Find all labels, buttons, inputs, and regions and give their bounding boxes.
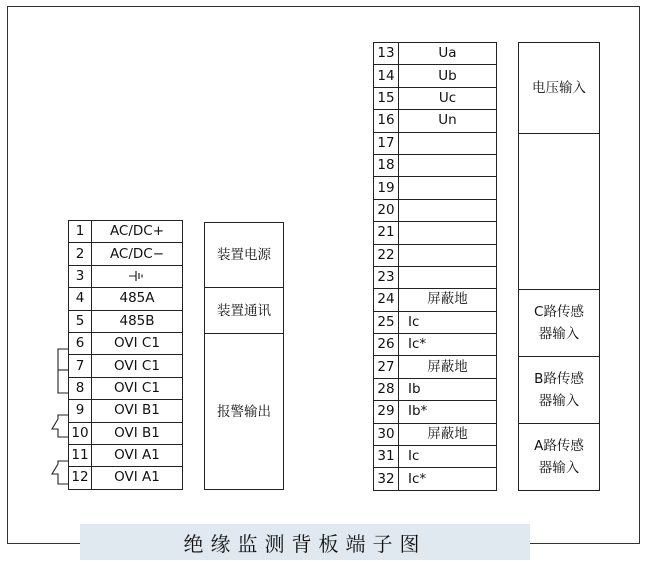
terminal-number: 1 xyxy=(69,221,92,243)
terminal-signal: Uc xyxy=(399,87,497,109)
terminal-number: 29 xyxy=(374,401,399,423)
terminal-signal: Ua xyxy=(399,43,497,65)
group-a-sensor xyxy=(518,423,600,491)
relay-contact-lines xyxy=(40,330,72,498)
terminal-number: 5 xyxy=(69,310,92,332)
group-a-sensor-label: A路传感器输入 xyxy=(534,438,584,476)
terminal-signal: Un xyxy=(399,110,497,132)
terminal-row xyxy=(374,43,497,65)
terminal-row xyxy=(374,199,497,221)
terminal-number: 27 xyxy=(374,356,399,378)
terminal-number: 31 xyxy=(374,446,399,468)
terminal-row xyxy=(374,311,497,333)
terminal-number: 14 xyxy=(374,65,399,87)
terminal-signal: OVI A1 xyxy=(92,467,183,489)
group-voltage: 电压输入 xyxy=(518,42,600,134)
terminal-signal xyxy=(399,177,497,199)
terminal-row xyxy=(374,401,497,423)
group-c-sensor-label: C路传感器输入 xyxy=(534,304,584,342)
terminal-row xyxy=(374,65,497,87)
terminal-number: 10 xyxy=(69,422,92,444)
terminal-signal: Ic* xyxy=(399,334,497,356)
terminal-number: 6 xyxy=(69,332,92,354)
terminal-row xyxy=(374,266,497,288)
terminal-signal: Ib xyxy=(399,378,497,400)
right-terminal-table xyxy=(373,42,497,491)
terminal-signal xyxy=(92,265,183,287)
terminal-signal xyxy=(399,222,497,244)
terminal-signal: OVI B1 xyxy=(92,422,183,444)
terminal-number: 28 xyxy=(374,378,399,400)
terminal-signal: 屏蔽地 xyxy=(399,356,497,378)
terminal-signal xyxy=(399,132,497,154)
terminal-signal: OVI C1 xyxy=(92,355,183,377)
terminal-row xyxy=(69,467,183,489)
terminal-signal: 485B xyxy=(92,310,183,332)
terminal-row xyxy=(374,468,497,490)
group-b-sensor-label: B路传感器输入 xyxy=(534,371,584,409)
terminal-number: 3 xyxy=(69,265,92,287)
terminal-number: 12 xyxy=(69,467,92,489)
terminal-number: 21 xyxy=(374,222,399,244)
terminal-row xyxy=(374,378,497,400)
terminal-row xyxy=(374,154,497,176)
terminal-signal: AC/DC− xyxy=(92,243,183,265)
terminal-number: 17 xyxy=(374,132,399,154)
terminal-signal: Ic xyxy=(399,311,497,333)
terminal-number: 13 xyxy=(374,43,399,65)
terminal-number: 26 xyxy=(374,334,399,356)
terminal-number: 18 xyxy=(374,154,399,176)
terminal-signal xyxy=(399,244,497,266)
terminal-number: 4 xyxy=(69,288,92,310)
terminal-number: 9 xyxy=(69,400,92,422)
terminal-number: 19 xyxy=(374,177,399,199)
terminal-row xyxy=(69,243,183,265)
terminal-row xyxy=(69,288,183,310)
diagram-title: 绝缘监测背板端子图 xyxy=(80,524,530,560)
group-comm: 装置通讯 xyxy=(204,287,284,334)
terminal-row xyxy=(69,221,183,243)
terminal-row xyxy=(374,244,497,266)
terminal-number: 15 xyxy=(374,87,399,109)
terminal-row xyxy=(69,422,183,444)
terminal-signal: 485A xyxy=(92,288,183,310)
terminal-row xyxy=(374,87,497,109)
group-alarm: 报警输出 xyxy=(204,333,284,490)
terminal-row xyxy=(374,334,497,356)
terminal-signal: 屏蔽地 xyxy=(399,289,497,311)
terminal-row xyxy=(374,222,497,244)
terminal-row xyxy=(69,355,183,377)
terminal-number: 20 xyxy=(374,199,399,221)
terminal-row xyxy=(69,265,183,287)
terminal-row xyxy=(374,289,497,311)
group-c-sensor xyxy=(518,289,600,357)
terminal-row xyxy=(374,177,497,199)
ground-icon xyxy=(128,269,146,283)
terminal-number: 30 xyxy=(374,423,399,445)
terminal-signal: OVI C1 xyxy=(92,377,183,399)
terminal-number: 16 xyxy=(374,110,399,132)
left-terminal-table xyxy=(68,220,183,490)
terminal-signal xyxy=(399,266,497,288)
terminal-row xyxy=(374,423,497,445)
terminal-row xyxy=(374,356,497,378)
terminal-row xyxy=(69,444,183,466)
terminal-number: 32 xyxy=(374,468,399,490)
terminal-signal: Ic* xyxy=(399,468,497,490)
terminal-signal: OVI B1 xyxy=(92,400,183,422)
terminal-signal: Ic xyxy=(399,446,497,468)
group-b-sensor xyxy=(518,356,600,424)
contact-a1-line xyxy=(52,461,68,484)
terminal-signal: Ib* xyxy=(399,401,497,423)
terminal-number: 7 xyxy=(69,355,92,377)
group-blank xyxy=(518,133,600,290)
terminal-number: 22 xyxy=(374,244,399,266)
terminal-row xyxy=(69,400,183,422)
terminal-number: 24 xyxy=(374,289,399,311)
terminal-row xyxy=(69,310,183,332)
terminal-row xyxy=(69,332,183,354)
terminal-row xyxy=(69,377,183,399)
terminal-signal xyxy=(399,154,497,176)
terminal-number: 8 xyxy=(69,377,92,399)
terminal-number: 23 xyxy=(374,266,399,288)
terminal-signal: Ub xyxy=(399,65,497,87)
terminal-signal: 屏蔽地 xyxy=(399,423,497,445)
group-power: 装置电源 xyxy=(204,222,284,288)
terminal-row xyxy=(374,110,497,132)
terminal-signal: OVI C1 xyxy=(92,332,183,354)
terminal-signal: OVI A1 xyxy=(92,444,183,466)
terminal-signal xyxy=(399,199,497,221)
terminal-number: 2 xyxy=(69,243,92,265)
terminal-row xyxy=(374,132,497,154)
terminal-row xyxy=(374,446,497,468)
terminal-signal: AC/DC+ xyxy=(92,221,183,243)
terminal-number: 25 xyxy=(374,311,399,333)
contact-b1-line xyxy=(52,415,68,437)
contact-c1-line xyxy=(58,349,68,393)
terminal-number: 11 xyxy=(69,444,92,466)
